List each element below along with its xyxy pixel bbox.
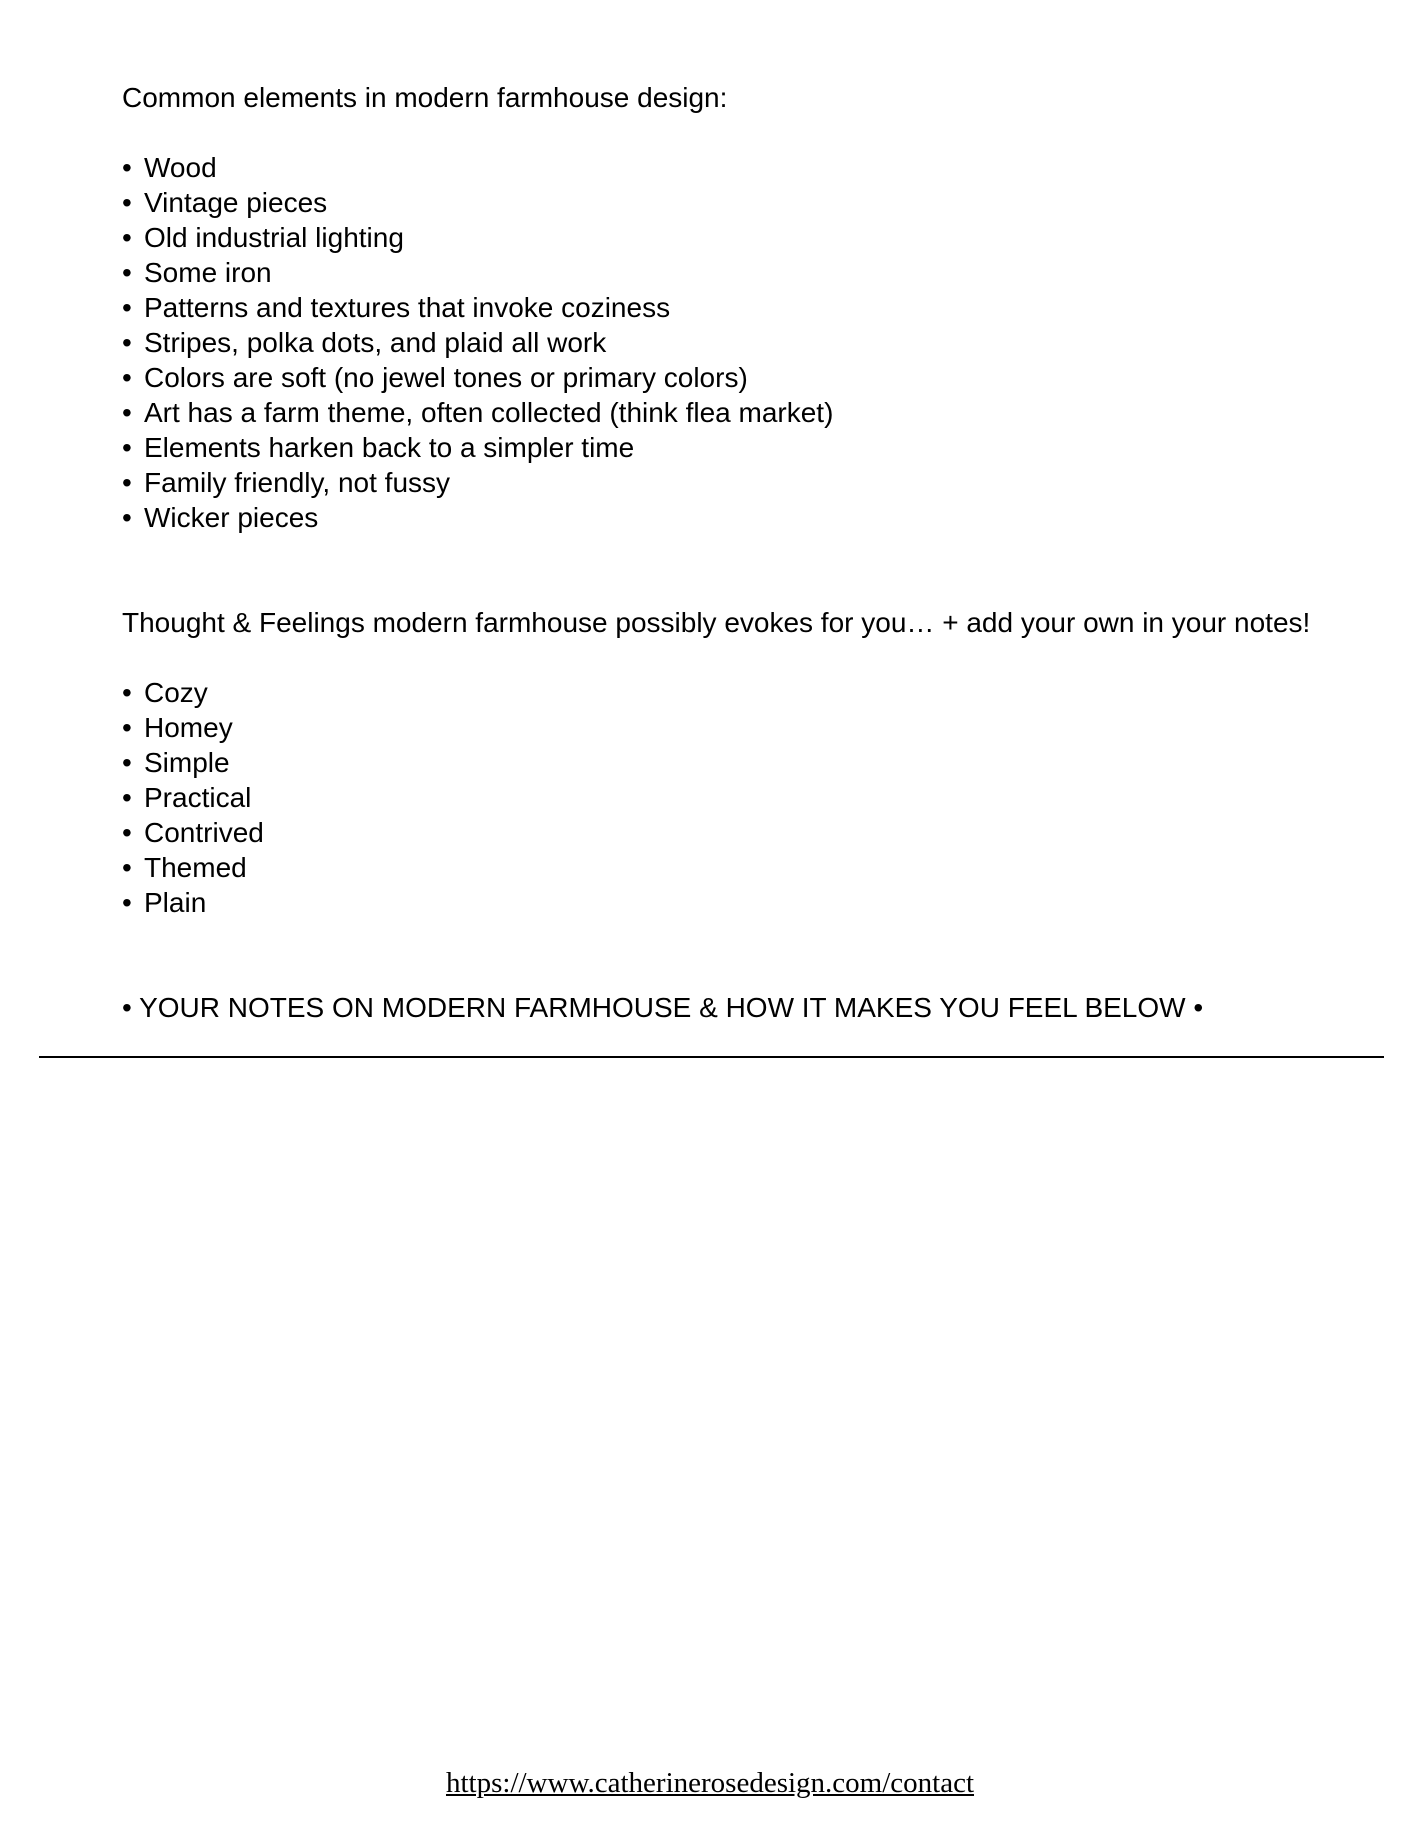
- list-item: • Simple: [122, 747, 230, 778]
- feelings-list: [122, 675, 1382, 920]
- bullet-icon: •: [122, 817, 132, 848]
- footer-contact-link[interactable]: https://www.catherinerosedesign.com/contact: [445, 1767, 975, 1799]
- list-item: • Practical: [122, 782, 252, 813]
- list-item: • Contrived: [122, 817, 264, 848]
- list-item: • Wood: [122, 152, 217, 183]
- thoughts-heading: Thought & Feelings modern farmhouse possibly evokes for you… + add your own in your notes!: [122, 607, 1311, 638]
- bullet-icon: •: [122, 292, 132, 323]
- bullet-icon: •: [122, 852, 132, 883]
- bullet-icon: •: [122, 362, 132, 393]
- list-item: • Some iron: [122, 257, 272, 288]
- list-item: • Cozy: [122, 677, 208, 708]
- bullet-icon: •: [122, 747, 132, 778]
- list-item: • Themed: [122, 852, 247, 883]
- list-item: • Art has a farm theme, often collected (think flea market): [122, 397, 834, 428]
- elements-list: [122, 150, 1382, 535]
- list-item: • Elements harken back to a simpler time: [122, 432, 635, 463]
- notes-heading: • YOUR NOTES ON MODERN FARMHOUSE & HOW IT MAKES YOU FEEL BELOW •: [122, 992, 1204, 1023]
- list-item: • Vintage pieces: [122, 187, 328, 218]
- bullet-icon: •: [122, 782, 132, 813]
- list-item: • Old industrial lighting: [122, 222, 404, 253]
- bullet-icon: •: [122, 222, 132, 253]
- bullet-icon: •: [122, 187, 132, 218]
- list-item: • Colors are soft (no jewel tones or primary colors): [122, 362, 748, 393]
- list-item: • Stripes, polka dots, and plaid all work: [122, 327, 607, 358]
- list-item: • Homey: [122, 712, 233, 743]
- bullet-icon: •: [122, 712, 132, 743]
- notes-divider: [39, 1056, 1384, 1058]
- bullet-icon: •: [122, 677, 132, 708]
- main-content: [122, 80, 1382, 1025]
- list-item: • Plain: [122, 887, 207, 918]
- bullet-icon: •: [122, 467, 132, 498]
- bullet-icon: •: [122, 327, 132, 358]
- bullet-icon: •: [122, 257, 132, 288]
- bullet-icon: •: [122, 887, 132, 918]
- list-item: • Family friendly, not fussy: [122, 467, 451, 498]
- list-item: • Patterns and textures that invoke coziness: [122, 292, 671, 323]
- bullet-icon: •: [122, 432, 132, 463]
- bullet-icon: •: [122, 502, 132, 533]
- bullet-icon: •: [122, 152, 132, 183]
- intro-text: Common elements in modern farmhouse design:: [122, 82, 728, 113]
- bullet-icon: •: [122, 397, 132, 428]
- list-item: • Wicker pieces: [122, 502, 319, 533]
